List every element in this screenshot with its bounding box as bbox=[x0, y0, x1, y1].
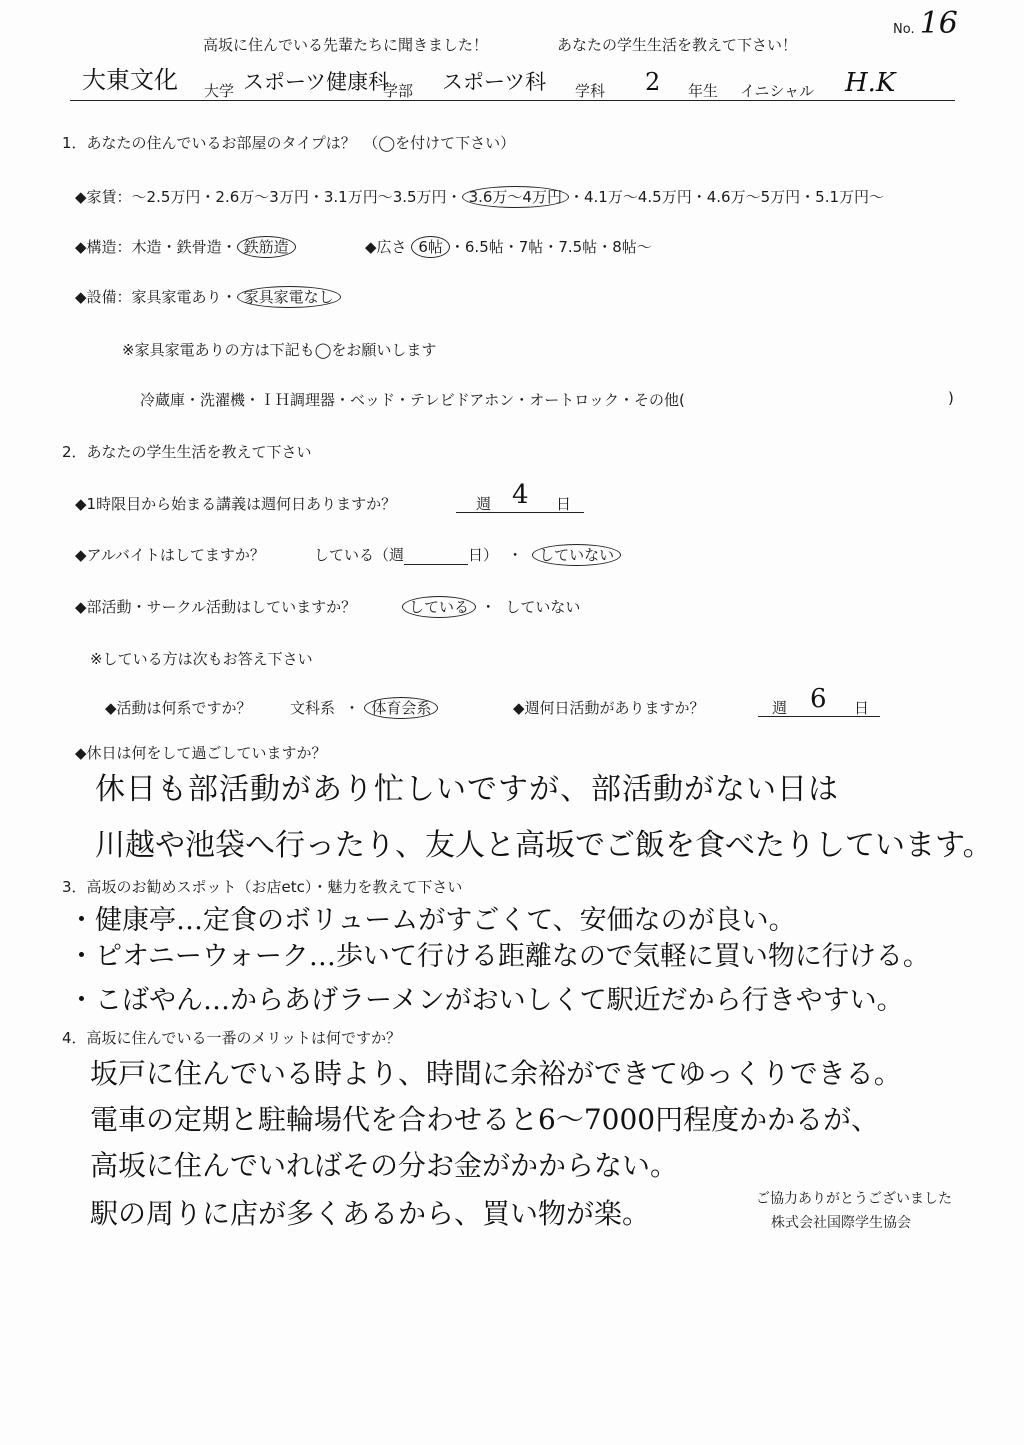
q3-answer-line-1: ・健康亭…定食のボリュームがすごくて、安価なのが良い。 bbox=[68, 905, 796, 936]
header-left: 高坂に住んでいる先輩たちに聞きました！ bbox=[203, 36, 489, 54]
first-period-question: ◆1時限目から始まる講義は週何日ありますか？ bbox=[75, 495, 397, 513]
first-period-pre: 週 bbox=[476, 495, 492, 513]
size-option-4: 7.5帖 bbox=[558, 238, 598, 256]
activity-type-option-2-selected: 体育会系 bbox=[364, 697, 438, 719]
structure-option-1: 木造 bbox=[131, 238, 162, 256]
activity-type-option-1: 文科系 bbox=[290, 699, 336, 717]
sheet-number bbox=[893, 6, 958, 41]
club-note: ※している方は次もお答え下さい bbox=[90, 650, 313, 668]
holiday-question: ◆休日は何をして過ごしていますか？ bbox=[75, 744, 327, 762]
q4-answer-line-4: 駅の周りに店が多くあるから、買い物が楽。 bbox=[90, 1197, 651, 1230]
rent-row: ◆家賃：～2.5万円・2.6万～3万円・3.1万円～3.5万円・ 3.6万～4万円 ・4.1万～4.5万円・4.6万～5万円・5.1万円～ bbox=[75, 188, 885, 206]
equipment-row: ◆設備：家具家電あり・ 家具家電なし bbox=[75, 286, 341, 307]
parttime-no-selected: していない bbox=[532, 544, 621, 566]
club-question: ◆部活動・サークル活動はしていますか？ bbox=[75, 598, 357, 616]
club-no: していない bbox=[505, 598, 581, 616]
club-answer-row: している ・ していない bbox=[402, 596, 580, 617]
rent-option-1: ～2.5万円 bbox=[131, 188, 201, 206]
company-name: 株式会社国際学生協会 bbox=[771, 1215, 911, 1231]
equipment-label: ◆設備： bbox=[75, 288, 132, 306]
rent-option-5: 4.1万～4.5万円 bbox=[584, 188, 692, 206]
no-value: 16 bbox=[919, 6, 958, 41]
size-option-2: 6.5帖 bbox=[464, 238, 504, 256]
first-period-answer bbox=[456, 480, 584, 513]
parttime-days-blank bbox=[404, 546, 468, 565]
holiday-answer-line-1: 休日も部活動があり忙しいですが、部活動がない日は bbox=[95, 772, 839, 807]
first-period-post: 日 bbox=[556, 495, 572, 513]
faculty-label: 学部 bbox=[383, 82, 414, 100]
rent-option-2: 2.6万～3万円 bbox=[215, 188, 309, 206]
structure-option-3-selected: 鉄筋造 bbox=[237, 236, 296, 258]
q2-title: 2．あなたの学生生活を教えて下さい bbox=[62, 443, 312, 461]
parttime-yes: している（週 bbox=[314, 546, 405, 564]
q4-title: 4．高坂に住んでいる一番のメリットは何ですか？ bbox=[62, 1029, 401, 1047]
activity-days-pre: 週 bbox=[772, 699, 788, 717]
rent-option-4-selected: 3.6万～4万円 bbox=[462, 186, 569, 208]
appliance-list: 冷蔵庫・洗濯機・ＩＨ調理器・ベッド・テレビドアホン・オートロック・その他( bbox=[140, 391, 685, 409]
initials-value: H.K bbox=[845, 68, 896, 98]
size-option-5: 8帖～ bbox=[612, 238, 652, 256]
parttime-question: ◆アルバイトはしてますか？ bbox=[75, 546, 265, 564]
club-yes-selected: している bbox=[402, 596, 476, 618]
structure-row: ◆構造：木造・鉄骨造・ 鉄筋造 bbox=[75, 236, 296, 257]
parttime-answer-row: している（週 日） ・ していない bbox=[314, 544, 621, 565]
q4-answer-line-3: 高坂に住んでいればその分お金がかからない。 bbox=[90, 1149, 679, 1182]
activity-type-question: ◆活動は何系ですか？ bbox=[105, 699, 252, 717]
rent-label: ◆家賃： bbox=[75, 188, 132, 206]
activity-days-post: 日 bbox=[854, 699, 870, 717]
equipment-option-2-selected: 家具家電なし bbox=[237, 286, 341, 308]
structure-option-2: 鉄骨造 bbox=[176, 238, 222, 256]
activity-type-row: 文科系 ・ 体育会系 bbox=[290, 697, 438, 718]
size-option-3: 7帖 bbox=[518, 238, 544, 256]
university-label: 大学 bbox=[204, 82, 235, 100]
size-label: ◆広さ bbox=[365, 238, 407, 256]
first-period-value: 4 bbox=[512, 480, 529, 510]
q3-answer-line-2: ・ピオニーウォーク…歩いて行ける距離なので気軽に買い物に行ける。 bbox=[68, 941, 930, 972]
parttime-yes-post: 日） bbox=[468, 546, 499, 564]
activity-days-answer bbox=[758, 684, 880, 717]
profile-underline bbox=[70, 100, 955, 101]
q3-answer-line-3: ・こばやん…からあげラーメンがおいしくて駅近だから行きやすい。 bbox=[68, 985, 904, 1016]
header-right: あなたの学生生活を教えて下さい！ bbox=[557, 36, 798, 54]
year-label: 年生 bbox=[688, 82, 719, 100]
university-name: 大東文化 bbox=[82, 66, 178, 94]
equipment-option-1: 家具家電あり bbox=[131, 288, 222, 306]
q3-title: 3．高坂のお勧めスポット（お店etc）・魅力を教えて下さい bbox=[62, 878, 463, 896]
thanks-message: ご協力ありがとうございました bbox=[756, 1191, 952, 1207]
activity-days-question: ◆週何日活動がありますか？ bbox=[513, 699, 705, 717]
size-option-1-selected: 6帖 bbox=[411, 236, 450, 258]
appliance-list-close: ) bbox=[948, 389, 954, 407]
q1-title: 1．あなたの住んでいるお部屋のタイプは？ （◯を付けて下さい） bbox=[62, 134, 516, 152]
appliance-note: ※家具家電ありの方は下記も◯をお願いします bbox=[122, 341, 437, 359]
q4-answer-line-1: 坂戸に住んでいる時より、時間に余裕ができてゆっくりできる。 bbox=[90, 1057, 902, 1090]
activity-days-value: 6 bbox=[810, 684, 827, 714]
rent-option-7: 5.1万円～ bbox=[815, 188, 885, 206]
initials-label: イニシャル bbox=[740, 82, 815, 100]
size-row: ◆広さ 6帖 ・6.5帖・7帖・7.5帖・8帖～ bbox=[365, 238, 652, 256]
department-label: 学科 bbox=[575, 82, 606, 100]
holiday-answer-line-2: 川越や池袋へ行ったり、友人と高坂でご飯を食べたりしています。 bbox=[95, 828, 993, 863]
rent-option-6: 4.6万～5万円 bbox=[706, 188, 801, 206]
rent-option-3: 3.1万円～3.5万円 bbox=[323, 188, 447, 206]
faculty-name: スポーツ健康科 bbox=[243, 70, 390, 94]
year-value: 2 bbox=[645, 68, 661, 96]
structure-label: ◆構造： bbox=[75, 238, 132, 256]
department-name: スポーツ科 bbox=[442, 70, 547, 94]
no-label: No. bbox=[893, 22, 915, 37]
q4-answer-line-2: 電車の定期と駐輪場代を合わせると6～7000円程度かかるが、 bbox=[90, 1103, 880, 1136]
